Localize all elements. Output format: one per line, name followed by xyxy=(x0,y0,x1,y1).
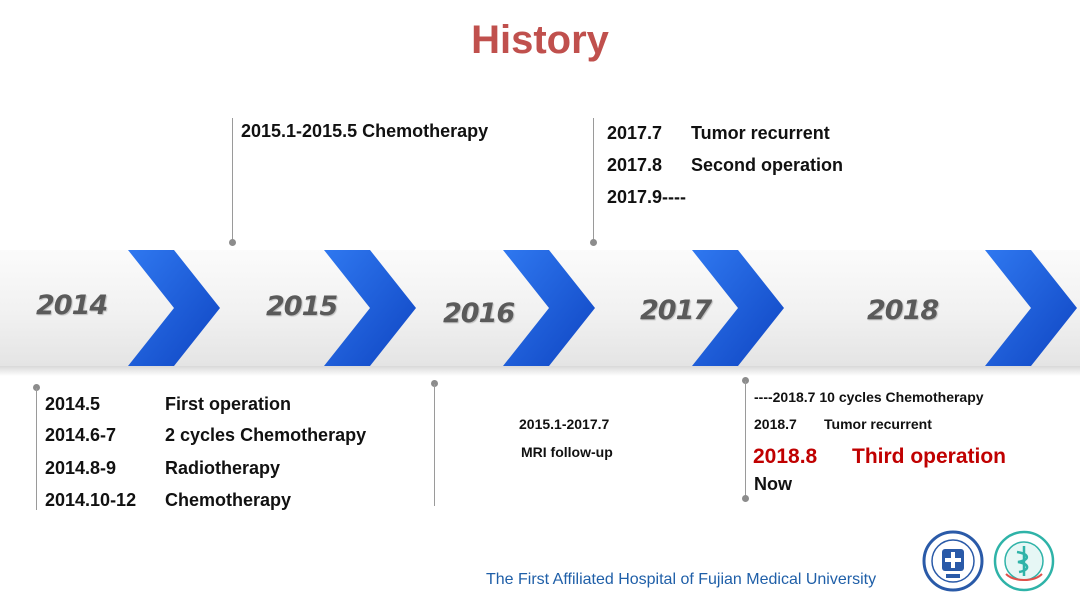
event-label: Radiotherapy xyxy=(165,458,281,478)
connector-dot xyxy=(229,239,236,246)
footer-hospital-name: The First Affiliated Hospital of Fujian Medical University xyxy=(486,571,877,588)
event-label: 2 cycles Chemotherapy xyxy=(165,425,367,445)
connector-line xyxy=(232,118,233,242)
event-label: Chemotherapy xyxy=(165,490,292,510)
event-label: Third operation xyxy=(852,445,1006,468)
event-row-2014 xyxy=(45,394,291,415)
year-label-2015: 2015 xyxy=(266,291,338,322)
chevron-arrow xyxy=(503,250,595,366)
chevron-arrow xyxy=(128,250,220,366)
event-2018-third-operation xyxy=(753,445,1006,469)
connector-line xyxy=(745,381,746,499)
timeline-band-shadow xyxy=(0,366,1080,376)
event-label: First operation xyxy=(165,394,292,414)
event-label: Second operation xyxy=(691,155,844,175)
event-row-2014 xyxy=(45,458,280,479)
connector-dot xyxy=(742,495,749,502)
year-label-2018: 2018 xyxy=(867,295,939,326)
university-emblem-logo xyxy=(992,530,1056,592)
connector-line xyxy=(593,118,594,242)
event-2018-recurrence xyxy=(754,416,932,432)
event-now: Now xyxy=(754,474,792,494)
event-row-2014 xyxy=(45,490,291,511)
event-date: 2014.5 xyxy=(45,394,101,414)
year-label-2017: 2017 xyxy=(640,295,712,326)
event-date: 2014.10-12 xyxy=(45,490,137,510)
connector-line xyxy=(36,388,37,510)
event-2018-chemotherapy: ----2018.7 10 cycles Chemotherapy xyxy=(754,389,984,405)
connector-dot xyxy=(590,239,597,246)
event-label: Tumor recurrent xyxy=(824,416,932,432)
event-date: 2017.8 xyxy=(607,155,663,175)
event-2015-chemotherapy: 2015.1-2015.5 Chemotherapy xyxy=(241,121,489,141)
event-label: Tumor recurrent xyxy=(691,123,830,143)
year-label-2016: 2016 xyxy=(443,298,515,329)
event-date: 2018.7 xyxy=(754,416,797,432)
year-label-2014: 2014 xyxy=(36,290,108,321)
event-date: 2018.8 xyxy=(753,445,818,468)
event-date: 2017.7 xyxy=(607,123,663,143)
event-row-2017 xyxy=(607,123,830,144)
page-title: History xyxy=(471,18,609,62)
event-mri-label: MRI follow-up xyxy=(521,444,613,460)
event-date: 2017.9---- xyxy=(607,187,687,207)
event-mri-dates: 2015.1-2017.7 xyxy=(519,416,610,432)
event-row-2017 xyxy=(607,155,843,176)
event-row-2014 xyxy=(45,425,366,446)
chevron-arrow xyxy=(324,250,416,366)
chevron-arrow xyxy=(985,250,1077,366)
connector-line xyxy=(434,384,435,506)
hospital-seal-logo xyxy=(922,530,984,592)
event-row-2017 xyxy=(607,187,686,208)
event-date: 2014.6-7 xyxy=(45,425,117,445)
event-date: 2014.8-9 xyxy=(45,458,117,478)
